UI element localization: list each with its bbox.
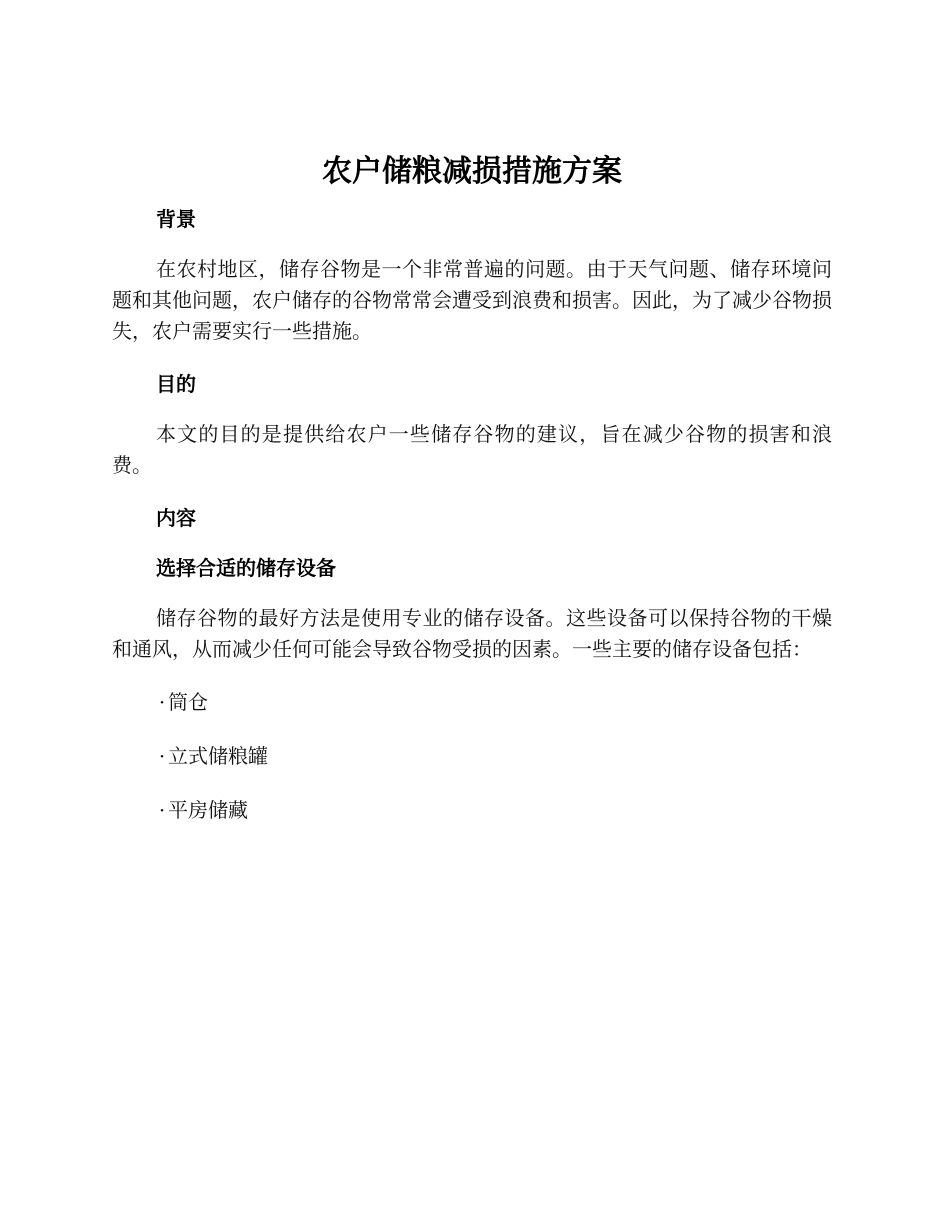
list-item-text: 平房储藏 — [168, 798, 248, 822]
section-text-background: 在农村地区，储存谷物是一个非常普遍的问题。由于天气问题、储存环境问题和其他问题，农户储存的谷物常常会遭受到浪费和损害。因此，为了减少谷物损失，农户需要实行一些措施。 — [112, 257, 832, 343]
section-heading-purpose: 目的 — [156, 372, 196, 396]
document-content — [112, 150, 832, 849]
document-title: 农户储粮减损措施方案 — [322, 154, 622, 189]
list-item — [112, 741, 832, 771]
bullet-mark: · — [158, 690, 166, 714]
subsection-text-equipment: 储存谷物的最好方法是使用专业的储存设备。这些设备可以保持谷物的干燥和通风，从而减少任何可能会导致谷物受损的因素。一些主要的储存设备包括： — [112, 606, 832, 661]
subsection-heading-equipment: 选择合适的储存设备 — [156, 556, 336, 580]
section-heading-background: 背景 — [156, 207, 196, 231]
list-item-text: 立式储粮罐 — [168, 744, 268, 768]
section-text-purpose: 本文的目的是提供给农户一些储存谷物的建议，旨在减少谷物的损害和浪费。 — [112, 422, 832, 477]
bullet-mark: · — [158, 744, 166, 768]
list-item-text: 筒仓 — [168, 690, 208, 714]
section-heading-content: 内容 — [156, 506, 196, 530]
list-item — [112, 687, 832, 717]
list-item — [112, 795, 832, 825]
bullet-mark: · — [158, 798, 166, 822]
